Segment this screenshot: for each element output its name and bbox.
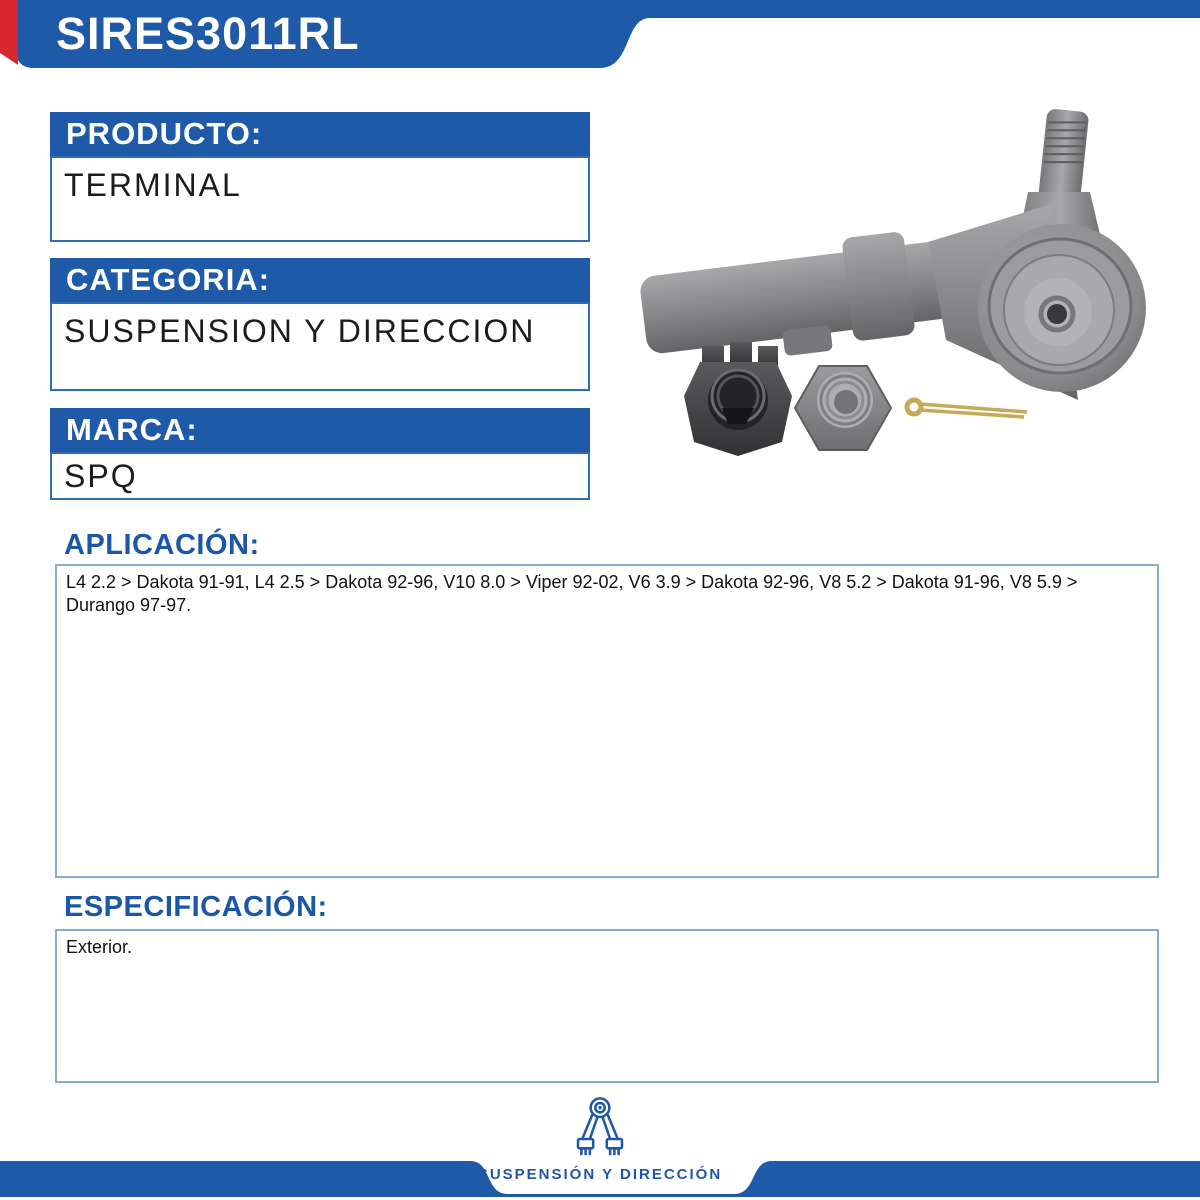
specification-panel [55, 929, 1159, 1083]
producto-label: PRODUCTO: [50, 112, 590, 156]
marca-value: SPQ [50, 452, 590, 500]
red-ribbon-accent [0, 0, 20, 66]
castle-nut [684, 342, 792, 456]
field-group-marca [50, 408, 590, 500]
cotter-pin [907, 400, 1027, 417]
part-number-title: SIRES3011RL [56, 8, 360, 59]
shaft [637, 226, 960, 373]
categoria-value: SUSPENSION Y DIRECCION [50, 302, 590, 391]
application-heading: APLICACIÓN: [64, 529, 260, 561]
brand-text: SUSPENSIÓN Y DIRECCIÓN [477, 1166, 723, 1183]
ball-joint-housing [978, 224, 1146, 392]
control-arm-icon [556, 1094, 644, 1162]
hex-nut [795, 366, 891, 450]
field-group-producto [50, 112, 590, 242]
marca-label: MARCA: [50, 408, 590, 452]
field-group-categoria [50, 258, 590, 391]
producto-value: TERMINAL [50, 156, 590, 242]
specification-text: Exterior. [66, 937, 133, 957]
specification-heading: ESPECIFICACIÓN: [64, 891, 328, 923]
product-photo [630, 100, 1170, 510]
application-panel [55, 564, 1159, 878]
categoria-label: CATEGORIA: [50, 258, 590, 302]
application-text: L4 2.2 > Dakota 91-91, L4 2.5 > Dakota 92-96, V10 8.0 > Viper 92-02, V6 3.9 > Dakota 92-96, V8 5.2 > Dakota 91-96, V8 5.9 > Durango 97-97. [66, 572, 1078, 615]
